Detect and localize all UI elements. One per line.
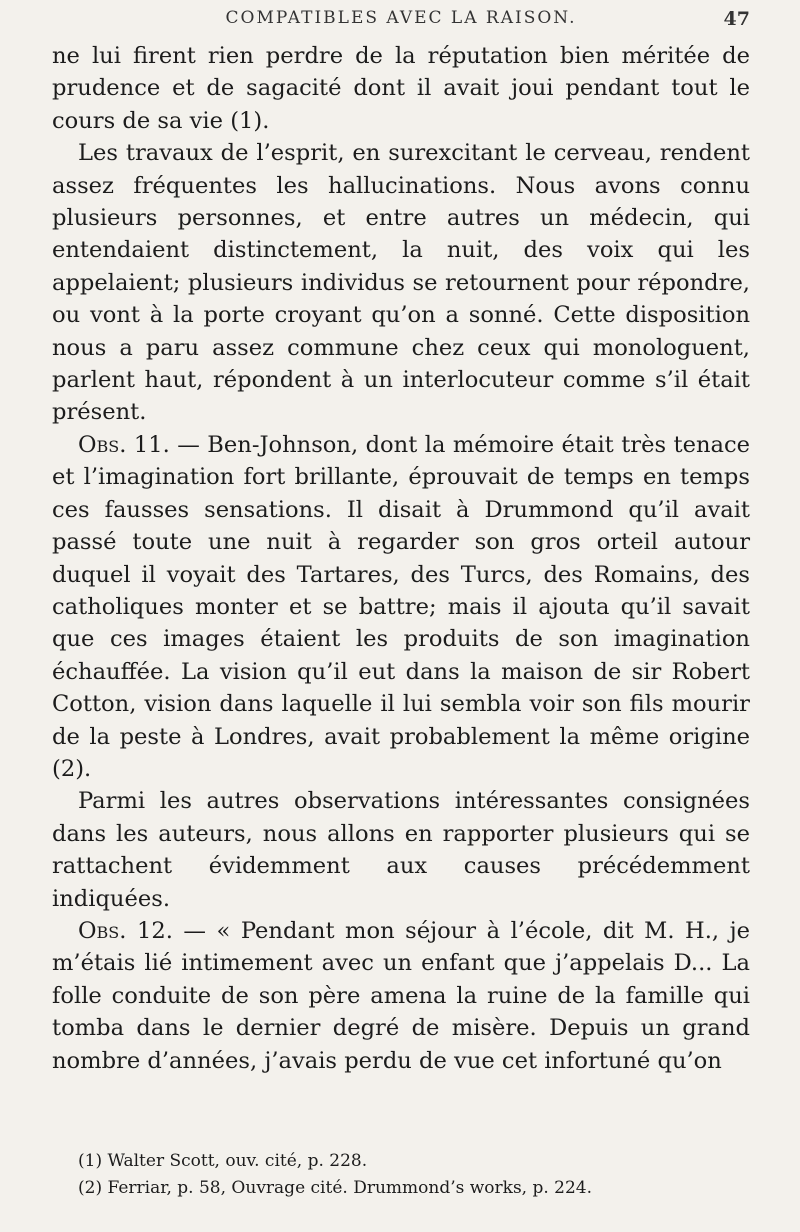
page-number: 47 [723, 8, 750, 30]
observation-11-label: Obs. 11. [78, 431, 170, 458]
main-text [52, 40, 750, 1077]
paragraph-hallucinations: Les travaux de l’esprit, en surexcitant le cerveau, rendent assez fréquentes les hallucinations. Nous avons connu plusieurs personnes, et entre autres un médecin, qui entendaient distinctement, la nuit, des voix qui les appelaient; plusieurs individus se retournent pour répondre, ou vont à la porte croyant qu’on a sonné. Cette disposition nous a paru assez commune chez ceux qui monologuent, parlent haut, répondent à un interlocuteur comme s’il était présent. [52, 140, 750, 426]
observation-12 [52, 915, 750, 1077]
footnote-1: (1) Walter Scott, ouv. cité, p. 228. [78, 1151, 368, 1171]
observation-12-label: Obs. 12. [78, 917, 173, 944]
paragraph-continuation: ne lui firent rien perdre de la réputation bien méritée de prudence et de sagacité dont il avait joui pendant tout le cours de sa vie (1). [52, 43, 750, 134]
footnotes [52, 1148, 750, 1202]
running-head [52, 8, 750, 34]
observation-11-text: — Ben-Johnson, dont la mémoire était très tenace et l’imagination fort brillante, éprouvait de temps en temps ces fausses sensations. Il disait à Drummond qu’il avait passé toute une nuit à regarder son gros orteil autour duquel il voyait des Tartares, des Turcs, des Romains, des catholiques monter et se battre; mais il ajouta qu’il savait que ces images étaient les produits de son imagination échauffée. La vision qu’il eut dans la maison de sir Robert Cotton, vision dans laquelle il lui sembla voir son fils mourir de la peste à Londres, avait probablement la même origine (2). [52, 431, 750, 782]
observation-11 [52, 429, 750, 785]
paragraph-other-observations: Parmi les autres observations intéressantes consignées dans les auteurs, nous allons en rapporter plusieurs qui se rattachent évidemment aux causes précédemment indiquées. [52, 788, 750, 912]
footnote-2: (2) Ferriar, p. 58, Ouvrage cité. Drummond’s works, p. 224. [78, 1178, 593, 1198]
running-title: COMPATIBLES AVEC LA RAISON. [225, 8, 577, 28]
observation-12-text: — « Pendant mon séjour à l’école, dit M. H., je m’étais lié intimement avec un enfant que j’appelais D... La folle conduite de son père amena la ruine de la famille qui tomba dans le dernier degré de misère. Depuis un grand nombre d’années, j’avais perdu de vue cet infortuné qu’on [52, 917, 750, 1074]
